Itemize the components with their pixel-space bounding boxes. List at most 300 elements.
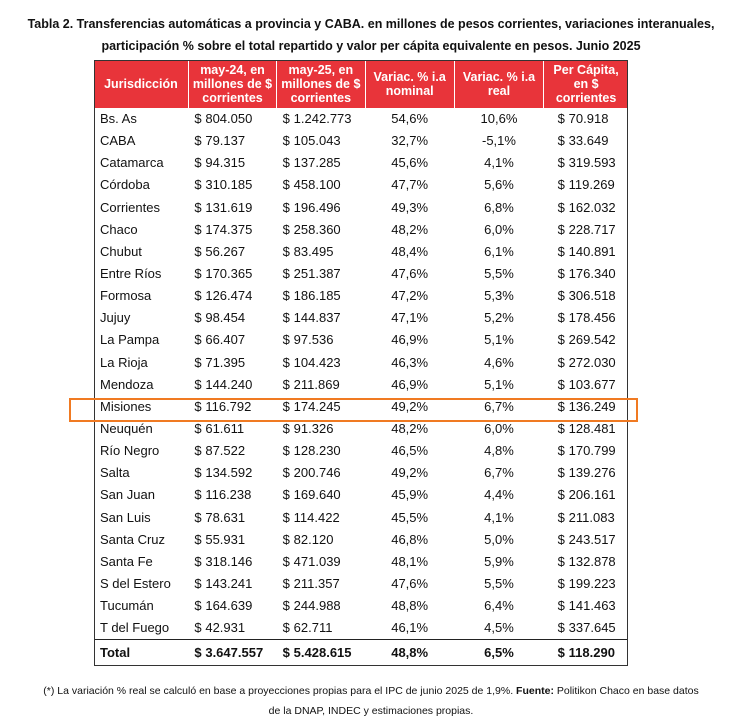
amount-value: 804.050 xyxy=(205,111,253,127)
may25-cell xyxy=(277,263,365,285)
amount-value: 97.536 xyxy=(293,332,334,348)
transfers-table xyxy=(94,60,628,665)
per-capita-cell xyxy=(544,130,628,152)
amount-value: 119.269 xyxy=(568,177,615,193)
jurisdiccion-cell: San Juan xyxy=(100,487,155,503)
may24-cell xyxy=(188,352,276,374)
var-real-cell: 5,9% xyxy=(484,553,514,569)
jurisdiccion-cell: Río Negro xyxy=(100,443,160,459)
amount-value: 144.837 xyxy=(293,310,341,326)
amount-value: 134.592 xyxy=(205,465,253,481)
amount-value: 105.043 xyxy=(293,133,341,149)
var-real-cell: 4,8% xyxy=(484,443,514,459)
currency-symbol: $ xyxy=(557,221,565,237)
currency-symbol: $ xyxy=(557,310,565,326)
amount-value: 132.878 xyxy=(568,553,616,569)
amount-value: 272.030 xyxy=(568,354,616,370)
amount-value: 162.032 xyxy=(568,199,616,215)
amount-value: 141.463 xyxy=(568,598,616,614)
amount-value: 104.423 xyxy=(293,354,341,370)
may25-cell xyxy=(277,640,365,666)
header-row xyxy=(94,60,628,108)
currency-symbol: $ xyxy=(282,243,290,259)
may25-cell xyxy=(277,440,365,462)
jurisdiccion-cell: Jujuy xyxy=(100,310,131,326)
var-real-cell: 6,5% xyxy=(454,640,543,666)
table-row xyxy=(94,418,628,440)
currency-symbol: $ xyxy=(194,111,202,127)
amount-value: 337.645 xyxy=(568,620,616,636)
var-real-cell: 4,5% xyxy=(484,620,514,636)
table-row xyxy=(94,595,628,617)
currency-symbol: $ xyxy=(557,465,565,481)
table-row xyxy=(94,307,628,329)
currency-symbol: $ xyxy=(194,266,202,282)
per-capita-cell xyxy=(544,440,628,462)
may24-cell xyxy=(188,484,276,506)
var-real-cell: 4,4% xyxy=(484,487,514,503)
per-capita-cell xyxy=(544,241,628,263)
currency-symbol: $ xyxy=(282,598,290,614)
var-nominal-cell: 54,6% xyxy=(391,111,429,127)
per-capita-cell xyxy=(544,617,628,640)
may25-cell xyxy=(277,573,365,595)
may25-cell xyxy=(277,484,365,506)
amount-value: 164.639 xyxy=(205,598,253,614)
amount-value: 82.120 xyxy=(293,531,334,547)
may25-cell xyxy=(277,152,365,174)
amount-value: 200.746 xyxy=(293,465,341,481)
footnote-text: (*) La variación % real se calculó en base a proyecciones propias para el IPC de junio 2025 de 1,9%. xyxy=(43,685,517,697)
var-nominal-cell: 46,8% xyxy=(391,531,429,547)
amount-value: 318.146 xyxy=(205,553,253,569)
amount-value: 140.891 xyxy=(568,243,616,259)
currency-symbol: $ xyxy=(282,531,290,547)
title-line-1: Tabla 2. Transferencias automáticas a provincia y CABA. en millones de pesos corrientes, variaciones interanuales, xyxy=(27,17,715,31)
may25-cell xyxy=(277,307,365,329)
currency-symbol: $ xyxy=(557,553,565,569)
amount-value: 143.241 xyxy=(205,576,253,592)
amount-value: 258.360 xyxy=(293,221,341,237)
title-line-2: participación % sobre el total repartido y valor per cápita equivalente en pesos. Junio 2025 xyxy=(101,39,641,53)
var-real-cell: 6,7% xyxy=(484,465,514,481)
amount-value: 128.230 xyxy=(293,443,341,459)
jurisdiccion-cell: Total xyxy=(94,640,188,666)
may25-cell xyxy=(277,174,365,196)
may24-cell xyxy=(188,462,276,484)
may25-cell xyxy=(277,462,365,484)
jurisdiccion-cell: Chaco xyxy=(100,221,138,237)
currency-symbol: $ xyxy=(194,310,202,326)
currency-symbol: $ xyxy=(194,199,202,215)
currency-symbol: $ xyxy=(282,620,290,636)
currency-symbol: $ xyxy=(282,310,290,326)
amount-value: 131.619 xyxy=(205,199,253,215)
currency-symbol: $ xyxy=(194,553,202,569)
jurisdiccion-cell: Catamarca xyxy=(100,155,164,171)
var-nominal-cell: 49,3% xyxy=(391,199,429,215)
amount-value: 62.711 xyxy=(293,620,333,636)
amount-value: 199.223 xyxy=(568,576,616,592)
amount-value: 98.454 xyxy=(205,310,246,326)
currency-symbol: $ xyxy=(557,155,565,171)
may24-cell xyxy=(188,418,276,440)
may24-cell xyxy=(188,285,276,307)
var-nominal-cell: 46,9% xyxy=(391,376,429,392)
var-real-cell: 5,5% xyxy=(484,576,514,592)
currency-symbol: $ xyxy=(194,133,202,149)
currency-symbol: $ xyxy=(282,133,290,149)
currency-symbol: $ xyxy=(557,487,565,503)
amount-value: 170.799 xyxy=(568,443,616,459)
var-nominal-cell: 48,8% xyxy=(391,598,429,614)
amount-value: 251.387 xyxy=(293,266,341,282)
may25-cell xyxy=(277,352,365,374)
currency-symbol: $ xyxy=(194,243,202,259)
var-nominal-cell: 47,7% xyxy=(391,177,429,193)
amount-value: 56.267 xyxy=(205,243,246,259)
may25-cell xyxy=(277,130,365,152)
jurisdiccion-cell: Chubut xyxy=(100,243,142,259)
may24-cell xyxy=(188,374,276,396)
currency-symbol: $ xyxy=(194,531,202,547)
var-nominal-cell: 47,6% xyxy=(391,576,429,592)
currency-symbol: $ xyxy=(282,465,290,481)
may25-cell xyxy=(277,595,365,617)
table-row xyxy=(94,108,628,130)
var-real-cell: 6,8% xyxy=(484,199,514,215)
amount-value: 126.474 xyxy=(205,288,253,304)
table-row xyxy=(94,219,628,241)
table-row xyxy=(94,484,628,506)
currency-symbol: $ xyxy=(194,620,202,636)
var-nominal-cell: 48,4% xyxy=(391,243,429,259)
currency-symbol: $ xyxy=(282,421,290,437)
currency-symbol: $ xyxy=(557,443,565,459)
currency-symbol: $ xyxy=(557,354,565,370)
may25-cell xyxy=(277,329,365,351)
var-nominal-cell: 46,9% xyxy=(391,332,429,348)
may25-cell xyxy=(277,285,365,307)
currency-symbol: $ xyxy=(557,133,565,149)
var-real-cell: 6,7% xyxy=(484,398,514,414)
currency-symbol: $ xyxy=(194,443,202,459)
jurisdiccion-cell: San Luis xyxy=(100,509,151,525)
currency-symbol: $ xyxy=(194,332,202,348)
jurisdiccion-cell: Misiones xyxy=(100,398,152,414)
currency-symbol: $ xyxy=(557,288,565,304)
table-row xyxy=(94,329,628,351)
jurisdiccion-cell: La Pampa xyxy=(100,332,160,348)
jurisdiccion-cell: Corrientes xyxy=(100,199,160,215)
currency-symbol: $ xyxy=(194,177,202,193)
currency-symbol: $ xyxy=(557,177,565,193)
currency-symbol: $ xyxy=(282,332,290,348)
amount-value: 174.375 xyxy=(205,221,253,237)
var-real-cell: 5,1% xyxy=(484,376,514,392)
var-nominal-cell: 49,2% xyxy=(391,398,429,414)
table-row xyxy=(94,130,628,152)
var-nominal-cell: 48,1% xyxy=(391,553,429,569)
amount-value: 243.517 xyxy=(568,531,616,547)
per-capita-cell xyxy=(544,174,628,196)
per-capita-cell xyxy=(544,263,628,285)
amount-value: 228.717 xyxy=(568,221,616,237)
may25-cell xyxy=(277,197,365,219)
amount-value: 42.931 xyxy=(205,620,246,636)
var-nominal-cell: 47,6% xyxy=(391,266,429,282)
may25-cell xyxy=(277,374,365,396)
amount-value: 211.357 xyxy=(293,576,340,592)
currency-symbol: $ xyxy=(282,111,290,127)
may25-cell xyxy=(277,219,365,241)
jurisdiccion-cell: Córdoba xyxy=(100,177,150,193)
currency-symbol: $ xyxy=(557,332,565,348)
per-capita-cell xyxy=(544,374,628,396)
amount-value: 458.100 xyxy=(293,177,341,193)
per-capita-cell xyxy=(544,573,628,595)
table-title xyxy=(0,13,742,57)
per-capita-cell xyxy=(544,418,628,440)
currency-symbol: $ xyxy=(557,598,565,614)
may24-cell xyxy=(188,241,276,263)
table-row xyxy=(94,440,628,462)
may24-cell xyxy=(188,507,276,529)
jurisdiccion-cell: Santa Fe xyxy=(100,553,153,569)
amount-value: 244.988 xyxy=(293,598,341,614)
amount-value: 139.276 xyxy=(568,465,616,481)
amount-value: 71.395 xyxy=(205,354,246,370)
var-real-cell: 5,3% xyxy=(484,288,514,304)
currency-symbol: $ xyxy=(282,177,290,193)
may25-cell xyxy=(277,241,365,263)
table-row xyxy=(94,529,628,551)
amount-value: 206.161 xyxy=(568,487,616,503)
jurisdiccion-cell: Entre Ríos xyxy=(100,266,162,282)
may24-cell xyxy=(188,329,276,351)
amount-value: 1.242.773 xyxy=(293,111,352,127)
amount-value: 94.315 xyxy=(205,155,246,171)
may24-cell xyxy=(188,440,276,462)
currency-symbol: $ xyxy=(194,509,202,525)
currency-symbol: $ xyxy=(282,221,290,237)
may25-cell xyxy=(277,396,365,418)
currency-symbol: $ xyxy=(194,421,202,437)
table-row xyxy=(94,462,628,484)
amount-value: 55.931 xyxy=(205,531,246,547)
table-row xyxy=(94,285,628,307)
var-nominal-cell: 49,2% xyxy=(391,465,429,481)
amount-value: 137.285 xyxy=(293,155,341,171)
amount-value: 178.456 xyxy=(568,310,616,326)
footnote-source: Politikon Chaco en base datos xyxy=(553,685,699,697)
currency-symbol: $ xyxy=(282,509,290,525)
jurisdiccion-cell: Formosa xyxy=(100,288,152,304)
var-nominal-cell: 46,5% xyxy=(391,443,429,459)
currency-symbol: $ xyxy=(194,644,202,660)
may25-cell xyxy=(277,551,365,573)
may24-cell xyxy=(188,307,276,329)
currency-symbol: $ xyxy=(282,553,290,569)
var-nominal-cell: 45,9% xyxy=(391,487,429,503)
var-nominal-cell: 47,1% xyxy=(391,310,429,326)
amount-value: 170.365 xyxy=(205,266,253,282)
amount-value: 83.495 xyxy=(293,243,334,259)
amount-value: 174.245 xyxy=(293,398,341,414)
currency-symbol: $ xyxy=(282,376,290,392)
per-capita-cell xyxy=(544,595,628,617)
amount-value: 310.185 xyxy=(205,177,253,193)
var-real-cell: 6,4% xyxy=(484,598,514,614)
may24-cell xyxy=(188,396,276,418)
may25-cell xyxy=(277,617,365,640)
per-capita-cell xyxy=(544,507,628,529)
currency-symbol: $ xyxy=(557,111,565,127)
header-may25: may-25, en millones de $ corrientes xyxy=(277,60,365,108)
currency-symbol: $ xyxy=(557,620,565,636)
jurisdiccion-cell: CABA xyxy=(100,133,136,149)
per-capita-cell xyxy=(544,285,628,307)
per-capita-cell xyxy=(544,197,628,219)
currency-symbol: $ xyxy=(194,576,202,592)
currency-symbol: $ xyxy=(557,576,565,592)
jurisdiccion-cell: Bs. As xyxy=(100,111,137,127)
currency-symbol: $ xyxy=(282,576,290,592)
footnote xyxy=(20,681,722,721)
table-row xyxy=(94,152,628,174)
var-real-cell: 4,1% xyxy=(484,509,514,525)
amount-value: 471.039 xyxy=(293,553,341,569)
amount-value: 114.422 xyxy=(293,509,340,525)
per-capita-cell xyxy=(544,219,628,241)
may24-cell xyxy=(188,197,276,219)
amount-value: 169.640 xyxy=(293,487,341,503)
may25-cell xyxy=(277,418,365,440)
currency-symbol: $ xyxy=(557,199,565,215)
amount-value: 33.649 xyxy=(568,133,609,149)
per-capita-cell xyxy=(544,551,628,573)
var-nominal-cell: 32,7% xyxy=(391,133,429,149)
var-nominal-cell: 48,2% xyxy=(391,221,429,237)
per-capita-cell xyxy=(544,396,628,418)
table-row xyxy=(94,197,628,219)
per-capita-cell xyxy=(544,529,628,551)
footnote-source-label: Fuente: xyxy=(516,685,554,697)
currency-symbol: $ xyxy=(282,155,290,171)
header-var-nominal: Variac. % i.a nominal xyxy=(365,60,454,108)
currency-symbol: $ xyxy=(194,354,202,370)
table-row xyxy=(94,374,628,396)
amount-value: 269.542 xyxy=(568,332,616,348)
may24-cell xyxy=(188,595,276,617)
amount-value: 144.240 xyxy=(205,376,253,392)
per-capita-cell xyxy=(544,640,628,666)
may25-cell xyxy=(277,507,365,529)
var-real-cell: 5,0% xyxy=(484,531,514,547)
amount-value: 306.518 xyxy=(568,288,616,304)
amount-value: 3.647.557 xyxy=(205,644,264,660)
table-row xyxy=(94,617,628,640)
currency-symbol: $ xyxy=(194,398,202,414)
may24-cell xyxy=(188,108,276,130)
amount-value: 196.496 xyxy=(293,199,341,215)
may24-cell xyxy=(188,617,276,640)
currency-symbol: $ xyxy=(194,221,202,237)
header-var-real: Variac. % i.a real xyxy=(454,60,543,108)
table-row xyxy=(94,241,628,263)
currency-symbol: $ xyxy=(557,243,565,259)
amount-value: 186.185 xyxy=(293,288,341,304)
currency-symbol: $ xyxy=(194,288,202,304)
currency-symbol: $ xyxy=(282,398,290,414)
currency-symbol: $ xyxy=(282,443,290,459)
jurisdiccion-cell: La Rioja xyxy=(100,354,148,370)
jurisdiccion-cell: Santa Cruz xyxy=(100,531,166,547)
amount-value: 103.677 xyxy=(568,376,616,392)
amount-value: 211.869 xyxy=(293,376,340,392)
jurisdiccion-cell: Tucumán xyxy=(100,598,154,614)
currency-symbol: $ xyxy=(282,354,290,370)
may25-cell xyxy=(277,108,365,130)
currency-symbol: $ xyxy=(282,266,290,282)
currency-symbol: $ xyxy=(194,487,202,503)
amount-value: 5.428.615 xyxy=(293,644,352,660)
table-row xyxy=(94,352,628,374)
currency-symbol: $ xyxy=(557,266,565,282)
table-row xyxy=(94,573,628,595)
may24-cell xyxy=(188,573,276,595)
currency-symbol: $ xyxy=(194,376,202,392)
amount-value: 116.792 xyxy=(205,398,252,414)
jurisdiccion-cell: S del Estero xyxy=(100,576,171,592)
currency-symbol: $ xyxy=(557,421,565,437)
currency-symbol: $ xyxy=(282,487,290,503)
jurisdiccion-cell: Neuquén xyxy=(100,421,153,437)
var-real-cell: 6,1% xyxy=(484,243,514,259)
table-row xyxy=(94,263,628,285)
may24-cell xyxy=(188,174,276,196)
var-real-cell: 5,2% xyxy=(484,310,514,326)
var-nominal-cell: 46,1% xyxy=(391,620,429,636)
header-per-capita: Per Cápita, en $ corrientes xyxy=(544,60,628,108)
currency-symbol: $ xyxy=(194,465,202,481)
amount-value: 128.481 xyxy=(568,421,616,437)
may24-cell xyxy=(188,529,276,551)
amount-value: 70.918 xyxy=(568,111,609,127)
amount-value: 87.522 xyxy=(205,443,246,459)
var-nominal-cell: 48,2% xyxy=(391,421,429,437)
currency-symbol: $ xyxy=(557,644,565,660)
var-real-cell: 4,1% xyxy=(484,155,514,171)
header-may24: may-24, en millones de $ corrientes xyxy=(188,60,276,108)
per-capita-cell xyxy=(544,152,628,174)
may25-cell xyxy=(277,529,365,551)
var-real-cell: 6,0% xyxy=(484,421,514,437)
amount-value: 66.407 xyxy=(205,332,246,348)
per-capita-cell xyxy=(544,329,628,351)
amount-value: 78.631 xyxy=(205,509,246,525)
var-real-cell: 5,6% xyxy=(484,177,514,193)
currency-symbol: $ xyxy=(194,598,202,614)
table-row xyxy=(94,174,628,196)
currency-symbol: $ xyxy=(557,509,565,525)
var-real-cell: 5,1% xyxy=(484,332,514,348)
var-real-cell: -5,1% xyxy=(482,133,516,149)
var-nominal-cell: 46,3% xyxy=(391,354,429,370)
may24-cell xyxy=(188,640,276,666)
per-capita-cell xyxy=(544,462,628,484)
per-capita-cell xyxy=(544,484,628,506)
